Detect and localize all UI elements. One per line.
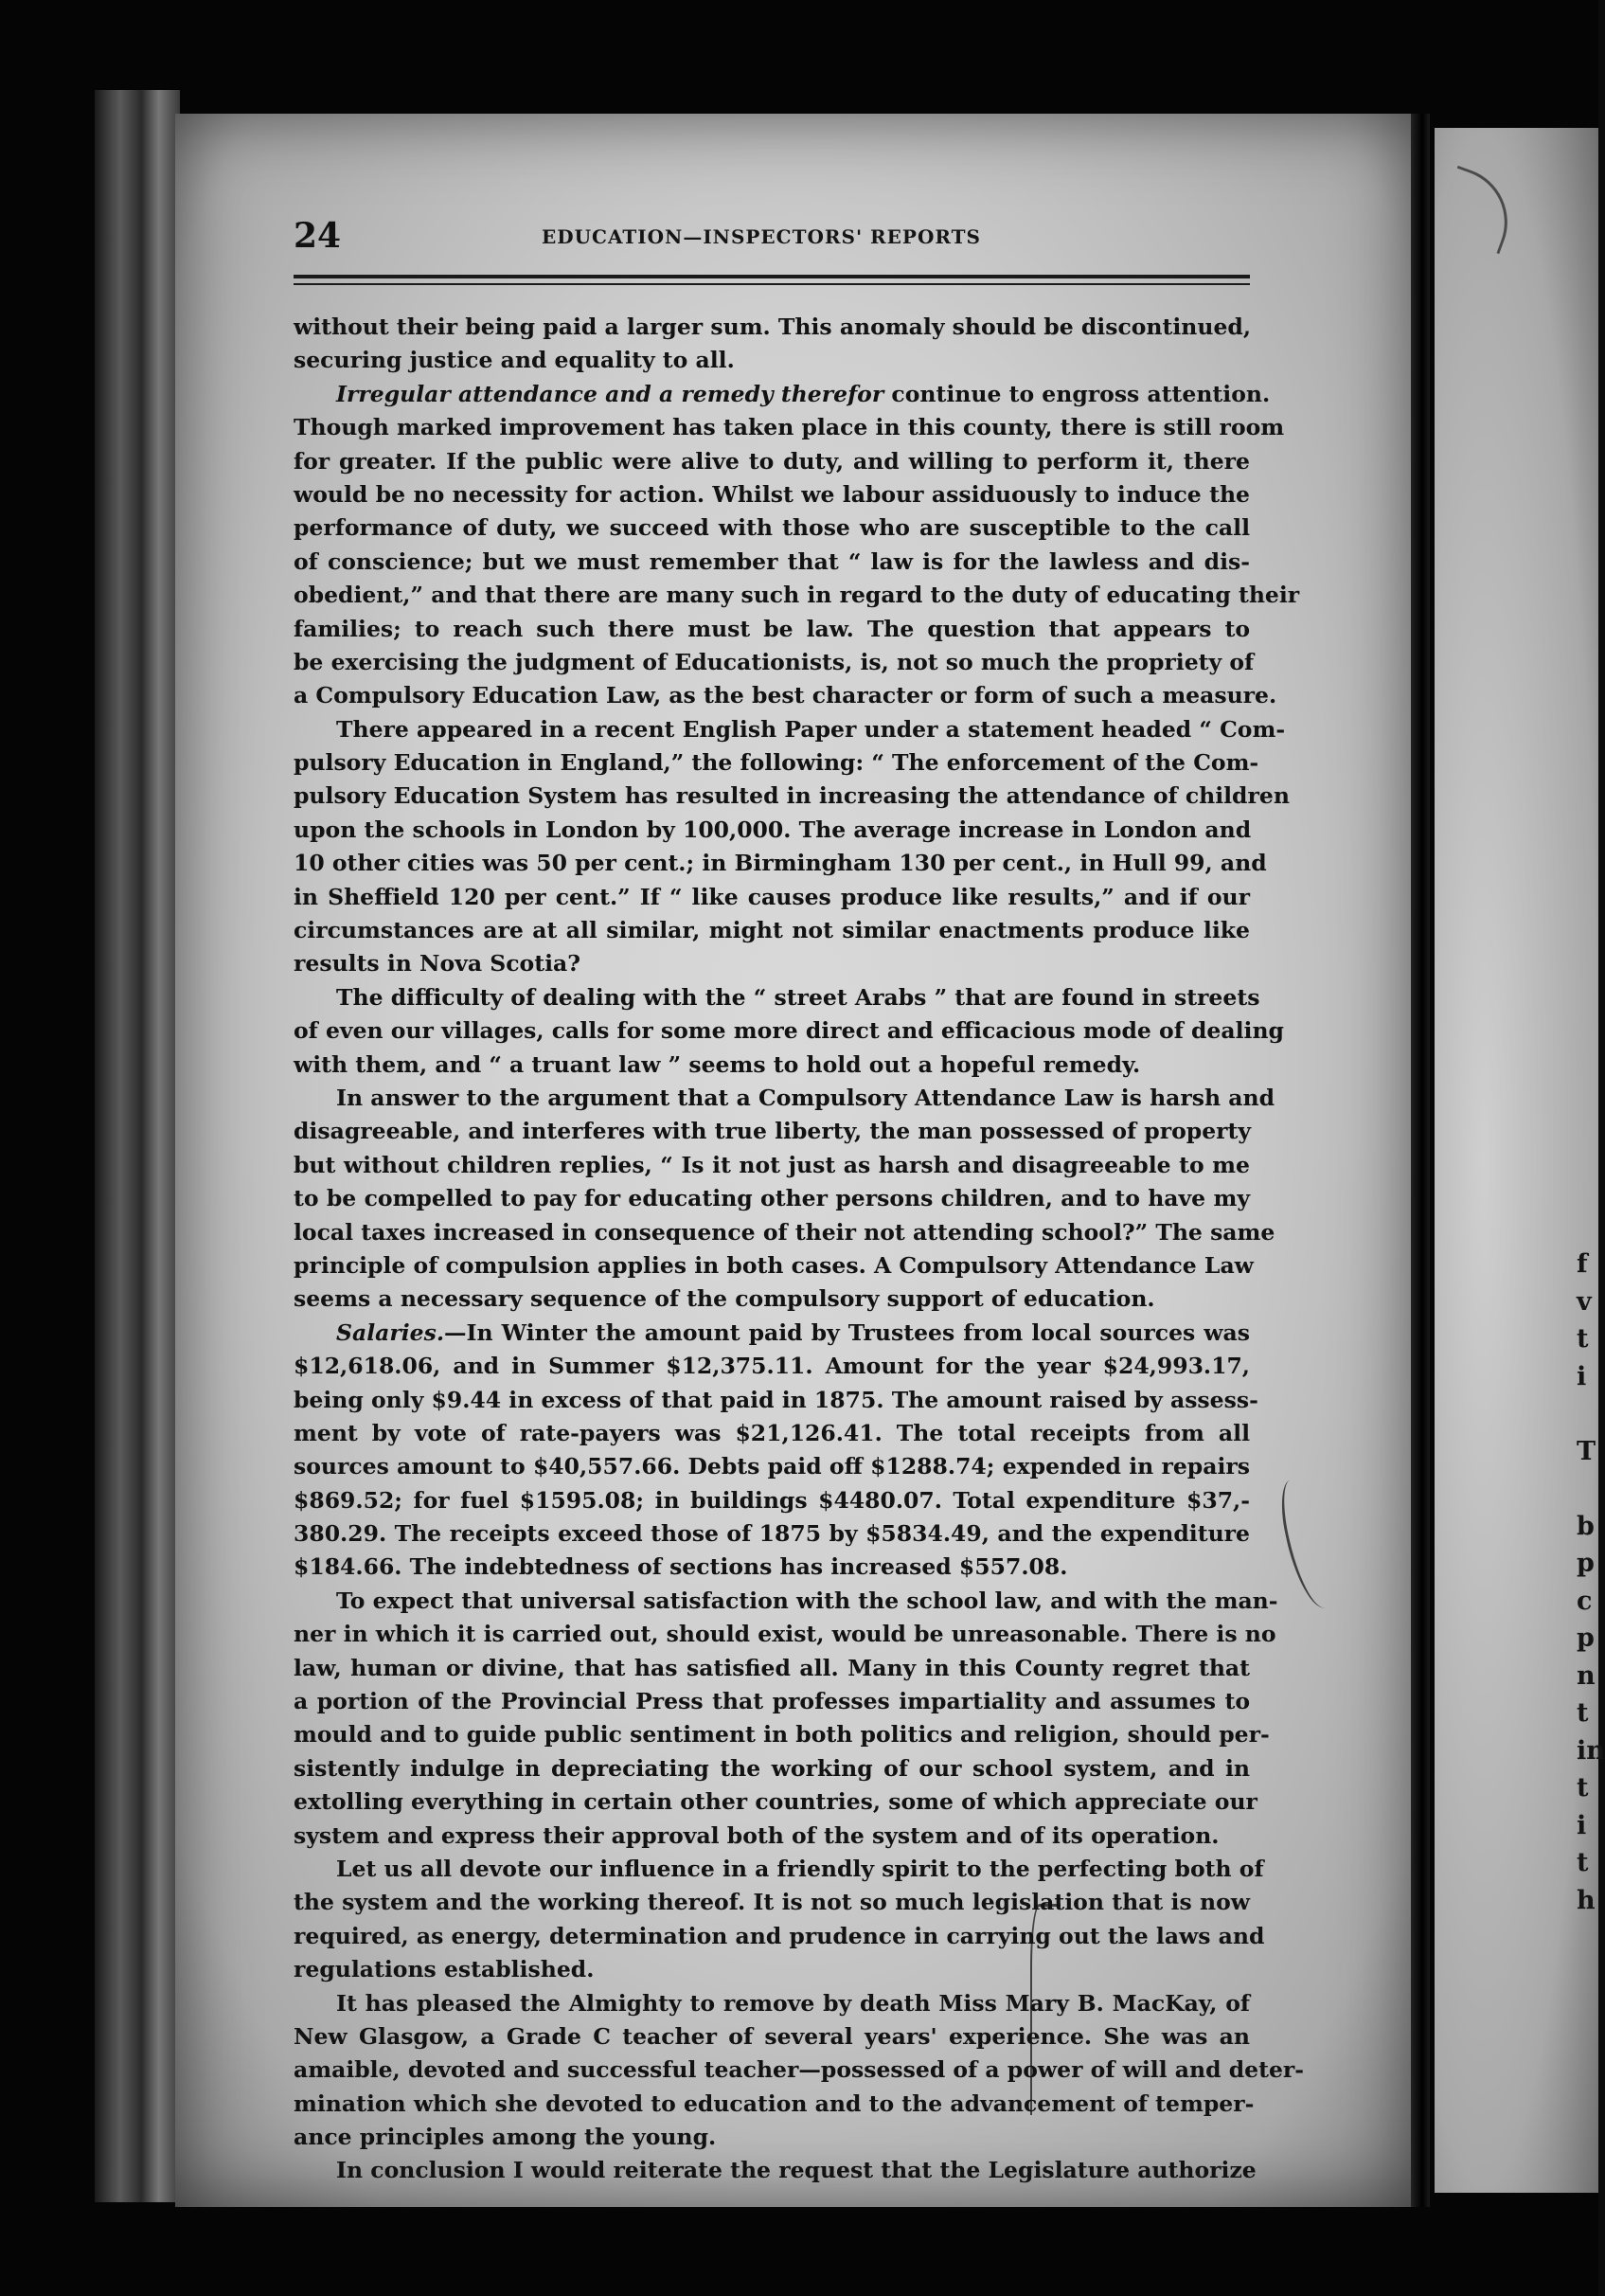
book-gutter: [1411, 114, 1430, 2207]
text-line: [294, 1182, 1250, 1215]
text-run: pulsory Education System has resulted in increasing the attendance of children: [294, 782, 1290, 810]
text-run: It has pleased the Almighty to remove by death Miss Mary B. MacKay, of: [336, 1989, 1250, 2017]
text-run: New Glasgow, a Grade C teacher of several years' experience. She was an: [294, 2022, 1250, 2050]
text-line: [294, 1417, 1250, 1450]
text-run: being only $9.44 in excess of that paid in 1875. The amount raised by assess-: [294, 1386, 1258, 1413]
book-spine: [95, 90, 180, 2202]
text-run: to be compelled to pay for educating other persons children, and to have my: [294, 1185, 1250, 1212]
text-run: of even our villages, calls for some more direct and efficacious mode of dealing: [294, 1017, 1284, 1045]
text-line: [294, 780, 1290, 813]
margin-letter: c: [1577, 1586, 1593, 1616]
text-run: ment by vote of rate-payers was $21,126.41. The total receipts from all: [294, 1419, 1250, 1446]
text-line: [294, 1317, 1250, 1350]
text-run: regulations established.: [294, 1956, 595, 1983]
text-run: securing justice and equality to all.: [294, 347, 735, 374]
text-line: [294, 1517, 1250, 1551]
text-line: [294, 344, 1250, 377]
text-line: [294, 1249, 1254, 1283]
text-run: Let us all devote our influence in a friendly spirit to the perfecting both of: [336, 1855, 1264, 1882]
text-line: [294, 1585, 1278, 1618]
text-line: [294, 2154, 1257, 2187]
text-run: $184.66. The indebtedness of sections has increased $557.08.: [294, 1553, 1068, 1581]
text-run: To expect that universal satisfaction with the school law, and with the man-: [336, 1587, 1278, 1614]
text-run: for greater. If the public were alive to duty, and willing to perform it, there: [294, 447, 1250, 475]
text-run: sources amount to $40,557.66. Debts paid off $1288.74; expended in repairs: [294, 1453, 1250, 1480]
text-run: sistently indulge in depreciating the working of our school system, and in: [294, 1754, 1250, 1782]
text-line: [294, 311, 1250, 344]
text-run: with them, and “ a truant law ” seems to hold out a hopeful remedy.: [294, 1050, 1141, 1078]
text-line: [294, 1853, 1264, 1886]
text-run: without their being paid a larger sum. This anomaly should be discontinued,: [294, 314, 1252, 340]
text-line: [294, 1082, 1275, 1115]
text-line: [294, 1953, 1250, 1986]
text-line: [294, 1350, 1250, 1383]
margin-letter: t: [1577, 1848, 1589, 1877]
margin-letter: p: [1577, 1623, 1595, 1653]
margin-letter: [1577, 1470, 1598, 1508]
text-run: circumstances are at all similar, might not similar enactments produce like: [294, 917, 1250, 944]
text-run: ner in which it is carried out, should exist, would be unreasonable. There is no: [294, 1621, 1276, 1648]
text-line: [294, 445, 1250, 478]
text-run: local taxes increased in consequence of their not attending school?” The same: [294, 1218, 1275, 1246]
body-text: [294, 311, 1305, 2188]
text-line: [294, 1752, 1250, 1785]
text-line: [294, 1149, 1250, 1182]
text-run: but without children replies, “ Is it not just as harsh and disagreeable to me: [294, 1151, 1250, 1178]
text-line: [294, 1014, 1284, 1048]
text-line: [294, 1450, 1250, 1483]
italic-run: Irregular attendance and a remedy therefor: [336, 380, 884, 407]
text-line: [294, 1216, 1275, 1249]
text-line: [294, 1049, 1250, 1082]
text-run: $12,618.06, and in Summer $12,375.11. Amount for the year $24,993.17,: [294, 1353, 1250, 1380]
text-line: [294, 613, 1250, 646]
text-run: 380.29. The receipts exceed those of 1875 by $5834.49, and the expenditure: [294, 1520, 1250, 1548]
running-head: EDUCATION—INSPECTORS' REPORTS: [542, 225, 981, 248]
text-line: [294, 378, 1271, 411]
text-run: Though marked improvement has taken place in this county, there is still room: [294, 414, 1285, 441]
text-run: upon the schools in London by 100,000. The average increase in London and: [294, 816, 1252, 843]
margin-letter: b: [1577, 1511, 1595, 1541]
margin-letter: t: [1577, 1324, 1589, 1354]
margin-letter: h: [1577, 1885, 1596, 1915]
text-line: [294, 546, 1250, 579]
text-line: [294, 1685, 1250, 1718]
text-run: a Compulsory Education Law, as the best character or form of such a measure.: [294, 682, 1277, 709]
text-run: $869.52; for fuel $1595.08; in buildings $4480.07. Total expenditure $37,-: [294, 1486, 1250, 1514]
text-line: [294, 1718, 1270, 1751]
text-line: [294, 1115, 1250, 1148]
text-run: performance of duty, we succeed with those who are susceptible to the call: [294, 514, 1250, 542]
margin-letter: [1577, 1395, 1598, 1433]
text-run: results in Nova Scotia?: [294, 950, 580, 978]
text-run: obedient,” and that there are many such in regard to the duty of educating their: [294, 582, 1300, 609]
page-number: 24: [294, 216, 342, 256]
text-run: In conclusion I would reiterate the request that the Legislature authorize: [336, 2157, 1257, 2184]
italic-run: Salaries.: [336, 1318, 445, 1346]
text-run: law, human or divine, that has satisfied all. Many in this County regret that: [294, 1654, 1250, 1681]
text-line: [294, 646, 1255, 679]
page-header: [294, 216, 1250, 254]
text-line: [294, 947, 1250, 980]
text-line: [294, 981, 1260, 1014]
text-line: [294, 914, 1250, 947]
text-line: [294, 814, 1250, 847]
text-run: would be no necessity for action. Whilst we labour assiduously to induce the: [294, 480, 1250, 508]
text-line: [294, 1785, 1257, 1819]
text-run: mould and to guide public sentiment in both politics and religion, should per-: [294, 1721, 1270, 1749]
header-rule-thick: [294, 275, 1250, 278]
text-run: required, as energy, determination and prudence in carrying out the laws and: [294, 1922, 1265, 1949]
text-run: extolling everything in certain other countries, some of which appreciate our: [294, 1788, 1257, 1816]
text-line: [294, 1551, 1250, 1584]
text-line: [294, 2121, 1250, 2154]
text-line: [294, 881, 1250, 914]
text-run: be exercising the judgment of Educationists, is, not so much the propriety of: [294, 648, 1255, 675]
margin-letter: f: [1577, 1249, 1588, 1279]
text-run: continue to engross attention.: [883, 380, 1271, 407]
text-run: pulsory Education in England,” the following: “ The enforcement of the Com-: [294, 749, 1259, 777]
text-line: [294, 847, 1267, 880]
text-run: in Sheffield 120 per cent.” If “ like causes produce like results,” and if our: [294, 883, 1250, 910]
header-rule-thin: [294, 283, 1250, 285]
text-line: [294, 1618, 1276, 1651]
text-run: a portion of the Provincial Press that professes impartiality and assumes to: [294, 1688, 1250, 1715]
text-run: amaible, devoted and successful teacher—possessed of a power of will and deter-: [294, 2056, 1305, 2084]
text-run: the system and the working thereof. It is not so much legislation that is now: [294, 1889, 1250, 1916]
text-line: [294, 1987, 1250, 2020]
margin-letter: v: [1577, 1286, 1592, 1317]
text-line: [294, 579, 1300, 612]
margin-letter: p: [1577, 1549, 1595, 1578]
text-line: [294, 1886, 1250, 1919]
margin-letter: t: [1577, 1773, 1589, 1803]
text-run: There appeared in a recent English Paper under a statement headed “ Com-: [336, 715, 1286, 743]
text-run: The difficulty of dealing with the “ street Arabs ” that are found in streets: [336, 983, 1260, 1011]
text-line: [294, 1283, 1250, 1316]
text-line: [294, 2088, 1255, 2121]
text-line: [294, 713, 1286, 746]
text-run: disagreeable, and interferes with true liberty, the man possessed of property: [294, 1118, 1252, 1145]
text-run: mination which she devoted to education and to the advancement of temper-: [294, 2090, 1255, 2117]
margin-letter: in: [1577, 1735, 1605, 1766]
text-line: [294, 2020, 1250, 2054]
margin-letter: i: [1577, 1361, 1587, 1391]
text-line: [294, 746, 1259, 780]
margin-letter: n: [1577, 1660, 1596, 1691]
text-line: [294, 1384, 1258, 1417]
text-run: principle of compulsion applies in both cases. A Compulsory Attendance Law: [294, 1251, 1254, 1279]
text-run: 10 other cities was 50 per cent.; in Birmingham 130 per cent., in Hull 99, and: [294, 850, 1267, 877]
margin-letter: i: [1577, 1810, 1587, 1840]
text-line: [294, 2054, 1305, 2087]
text-run: ance principles among the young.: [294, 2124, 717, 2151]
text-line: [294, 1484, 1250, 1517]
text-run: seems a necessary sequence of the compulsory support of education.: [294, 1285, 1155, 1313]
text-line: [294, 679, 1277, 712]
text-line: [294, 1920, 1265, 1953]
text-run: of conscience; but we must remember that “ law is for the lawless and dis-: [294, 547, 1250, 575]
text-line: [294, 1652, 1250, 1685]
text-line: [294, 478, 1250, 511]
text-run: —In Winter the amount paid by Trustees from local sources was: [444, 1318, 1250, 1346]
text-line: [294, 411, 1285, 444]
text-line: [294, 511, 1250, 545]
text-run: families; to reach such there must be law. The question that appears to: [294, 615, 1250, 642]
text-line: [294, 1820, 1250, 1853]
text-run: In answer to the argument that a Compulsory Attendance Law is harsh and: [336, 1084, 1275, 1111]
text-run: system and express their approval both of the system and of its operation.: [294, 1821, 1220, 1849]
margin-letter: T: [1577, 1436, 1596, 1466]
right-page-margin-letters: [1577, 1246, 1605, 1919]
margin-letter: t: [1577, 1698, 1589, 1728]
right-page-edge: [1435, 128, 1605, 2193]
